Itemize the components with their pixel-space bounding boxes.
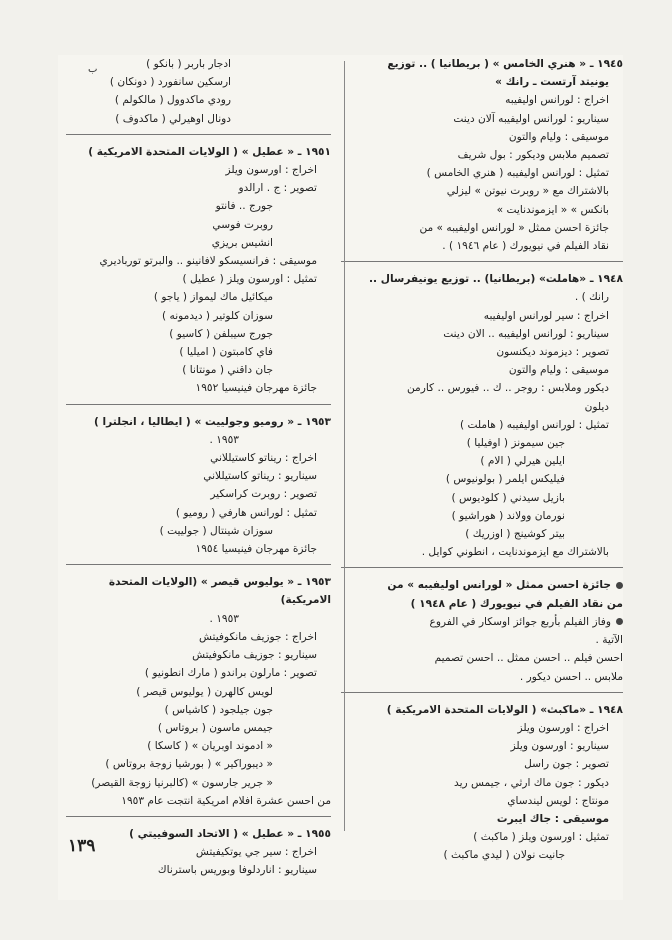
bullet-icon [616,618,623,625]
entry-separator [341,261,623,262]
entry-line [341,270,623,288]
line-text: بازيل سيدني ( كلوديوس ) [451,491,565,504]
line-text: جائزة احسن ممثل « لورانس اوليفيبه » من [387,579,611,592]
line-text: جان داقني ( مونتانا ) [182,364,273,377]
entry-line [341,470,623,488]
film-entry [341,270,623,561]
entry-line [341,595,623,613]
line-text: اخراج : سير لورانس اوليفيبه [483,309,609,322]
line-text: جين سيمونز ( اوفيليا ) [466,437,565,450]
entry-line [66,110,331,128]
line-text: جائزة مهرجان فينيسيا ١٩٥٤ [195,543,317,556]
line-text: ١٩٥٣ . [209,612,239,625]
line-text: سيناريو : جوزيف مانكوفيتش [192,649,317,662]
line-text: تصوير : ديزموند ديكنسون [496,346,609,359]
entry-line [341,288,623,306]
entry-line [66,540,331,558]
entry-line [66,861,331,879]
bullet-icon [616,582,623,589]
line-text: « جرير جارسون » (كالبرنيا زوجة القيصر) [91,776,273,789]
line-text: يونيتد آرتست ـ رانك » [495,76,609,89]
line-text: ميكائيل ماك ليمواز ( ياجو ) [153,291,273,304]
entry-line [66,701,331,719]
line-text: ديلون [584,400,609,413]
entry-line [66,755,331,773]
line-text: لويس كالهرن ( يوليوس قيصر ) [136,685,273,698]
line-text: بالاشتراك مع ايزموندنايت ، انطوني كوايل . [421,546,609,559]
entry-line [66,307,331,325]
entry-line [341,701,623,719]
line-text: بانكس » « ايزموندنايت » [496,203,609,216]
corner-mark: ب [88,64,98,75]
entry-line [341,525,623,543]
line-text: تصوير : جون راسل [524,758,609,771]
film-entry [66,413,331,559]
line-text: رودي ماكدوول ( مالكولم ) [114,94,231,107]
line-text: ديكور : جون ماك ارثي ، جيمس ريد [454,776,609,789]
line-text: تصميم ملابس وديكور : بول شريف [457,149,609,162]
line-text: سيناريو : لورانس اوليفيبه .. الان دينت [443,327,609,340]
right-column [341,55,623,865]
entry-line [341,237,623,255]
line-text: من نقاد الفيلم في نيويورك ( عام ١٩٤٨ ) [410,597,623,610]
line-text: ارسكين سانفورد ( دونكان ) [109,76,231,89]
line-text: جائزة احسن ممثل « لورانس اوليفيبه » من [419,221,609,234]
entry-line [66,683,331,701]
line-text: سيناريو : ريناتو كاستيللاني [203,470,317,483]
line-text: اخراج : جوزيف مانكوفيتش [199,630,317,643]
line-text: « ديبوراكير » ( بورشيا زوجة بروتاس ) [105,758,273,771]
line-text: سيناريو : اورسون ويلز [510,740,609,753]
film-entry [341,55,623,255]
line-text: وفاز الفيلم بأربع جوائز اوسكار في الفروع [429,615,611,628]
entry-separator [341,567,623,568]
entry-line [66,143,331,161]
line-text: ١٩٤٨ ـ «هاملت» (بريطانيا) .. توزيع يونيفرسال .. [369,273,623,286]
film-entry [66,573,331,810]
entry-line [341,91,623,109]
line-text: تمثيل : لورانس اوليفيبه ( هنري الخامس ) [426,167,609,180]
line-text: اخراج : اورسون ويلز [517,721,609,734]
line-text: روبرت فوسي [212,218,273,231]
entry-line [341,110,623,128]
entry-line [341,55,623,73]
line-text: ايلين هيرلي ( الام ) [480,455,565,468]
entry-line [66,161,331,179]
entry-line [341,719,623,737]
line-text: بالاشتراك مع « روبرت نيوتن » ليزلي [446,185,609,198]
entry-line [66,252,331,270]
entry-line [341,325,623,343]
entry-line [66,467,331,485]
line-text: من احسن عشرة افلام امريكية انتجت عام ١٩٥٣ [121,794,331,807]
entry-line [66,179,331,197]
entry-line [66,646,331,664]
entry-line [341,307,623,325]
entry-separator [66,134,331,135]
line-text: جائزة مهرجان فينيسيا ١٩٥٢ [195,382,317,395]
line-text: اخراج : سير جي يوتكيفيتش [195,846,317,859]
entry-line [341,398,623,416]
entry-line [341,219,623,237]
line-text: ديكور وملابس : روجر .. ك .. فيورس .. كارمن [406,382,609,395]
entry-line [66,628,331,646]
film-entry [66,143,331,398]
entry-line [66,343,331,361]
entry-line [66,610,331,628]
line-text: ملابس .. احسن ديكور . [519,670,623,683]
entry-line [341,128,623,146]
entry-line [66,73,331,91]
line-text: تصوير : ج . ارالدو [238,182,317,195]
entry-separator [66,404,331,405]
line-text: اخراج : اورسون ويلز [225,164,317,177]
entry-line [66,573,331,609]
entry-line [66,413,331,431]
line-text: تمثيل : لورانس هارفي ( روميو ) [175,506,317,519]
entry-line [341,649,623,667]
line-text: سيناريو : لورانس اوليفيبه آلان دينت [453,112,609,125]
column-divider [344,61,345,831]
left-column [66,55,331,880]
line-text: انشيس بريزي [211,236,273,249]
line-text: جورج سيبلفن ( كاسيو ) [169,327,273,340]
entry-line [66,431,331,449]
entry-line [341,774,623,792]
entry-line [341,846,623,864]
line-text: مونتاج : لويس ليندساي [507,794,609,807]
entry-line [341,361,623,379]
line-text: جورج .. فانتو [215,200,273,213]
film-entry [66,55,331,128]
entry-line [341,434,623,452]
entry-separator [66,816,331,817]
entry-line [341,828,623,846]
entry-line [66,216,331,234]
entry-line [341,201,623,219]
line-text: تصوير : روبرت كراسكير [210,488,317,501]
line-text: اخراج : لورانس اوليفيبه [505,94,609,107]
entry-line [66,737,331,755]
entry-line [66,719,331,737]
entry-line [341,755,623,773]
entry-line [341,379,623,397]
entry-line [341,631,623,649]
entry-line [66,774,331,792]
entry-line [341,543,623,561]
entry-line [341,489,623,507]
line-text: ١٩٥٥ ـ « عطيل » ( الاتحاد السوفييتي ) [129,827,331,840]
line-text: ١٩٥١ ـ « عطيل » ( الولايات المتحدة الامريكية ) [88,145,331,158]
entry-line [341,452,623,470]
entry-line [66,825,331,843]
line-text: نقاد الفيلم في نيويورك ( عام ١٩٤٦ ) . [442,240,609,253]
line-text: موسيقى : جاك ايبرت [496,812,609,825]
entry-line [66,504,331,522]
line-text: فاي كامبتون ( اميليا ) [179,346,273,359]
entry-separator [66,564,331,565]
book-page [58,55,623,900]
entry-line [341,792,623,810]
entry-line [66,664,331,682]
entry-line [341,182,623,200]
line-text: موسيقى : وليام والتون [508,364,609,377]
entry-line [66,379,331,397]
entry-line [66,843,331,861]
entry-line [341,576,623,594]
line-text: احسن فيلم .. احسن ممثل .. احسن تصميم [434,652,623,665]
entry-line [341,146,623,164]
entry-line [66,361,331,379]
entry-line [341,613,623,631]
line-text: تمثيل : اورسون ويلز ( عطيل ) [182,273,317,286]
line-text: جانيت نولان ( ليدي ماكبث ) [443,849,565,862]
line-text: سوزان كلوتير ( ديدمونه ) [162,309,273,322]
line-text: « ادموند اوبريان » ( كاسكا ) [147,740,273,753]
entry-line [66,522,331,540]
line-text: تمثيل : اورسون ويلز ( ماكبث ) [473,831,609,844]
line-text: جون جيلجود ( كاشياس ) [164,703,273,716]
line-text: الآتية . [595,634,623,647]
entry-line [66,270,331,288]
entry-line [66,485,331,503]
entry-line [341,737,623,755]
line-text: تمثيل : لورانس اوليفيبه ( هاملت ) [459,418,609,431]
line-text: تصوير : مارلون براندو ( مارك انطونيو ) [144,667,317,680]
film-entry [66,825,331,880]
line-text: موسيقى : وليام والتون [508,130,609,143]
line-text: ١٩٥٣ ـ « يوليوس قيصر » (الولايات المتحدة الامريكية) [108,576,331,607]
entry-line [341,416,623,434]
line-text: ١٩٤٥ ـ « هنري الخامس » ( بريطانيا ) .. توزيع [387,58,623,70]
entry-line [341,343,623,361]
entry-line [66,325,331,343]
page-number: ١٣٩ [68,836,96,856]
line-text: ادجار باربر ( بانكو ) [146,58,231,70]
film-entry [341,701,623,865]
line-text: جيمس ماسون ( بروتاس ) [157,721,273,734]
entry-line [66,792,331,810]
entry-line [66,449,331,467]
entry-line [66,55,331,73]
film-entry [341,576,623,685]
line-text: فيليكس ايلمر ( بولونيوس ) [445,473,565,486]
entry-line [66,288,331,306]
entry-line [341,810,623,828]
line-text: ١٩٥٣ . [209,433,239,446]
entry-line [66,197,331,215]
line-text: دونال اوهيرلي ( ماكدوف ) [115,112,231,125]
entry-line [341,507,623,525]
line-text: ١٩٤٨ ـ «ماكبث» ( الولايات المتحدة الامريكية ) [386,703,623,716]
entry-line [66,91,331,109]
line-text: سوزان شينتال ( جولييت ) [159,524,273,537]
entry-line [66,234,331,252]
entry-line [341,73,623,91]
entry-line [341,668,623,686]
line-text: رانك ) . [574,291,609,304]
line-text: موسيقى : فرانسيسكو لافانينو .. والبرتو تورباديري [99,255,317,268]
entry-separator [341,692,623,693]
line-text: ١٩٥٣ ـ « روميو وجولييت » ( ايطاليا ، انجلترا ) [94,415,331,428]
line-text: اخراج : ريناتو كاستيللاني [210,452,317,465]
line-text: بيتر كوشينج ( اوزريك ) [465,528,565,541]
entry-line [341,164,623,182]
line-text: سيناريو : اناردلوفا وبوريس باسترناك [157,864,317,877]
line-text: نورمان وولاند ( هوراشيو ) [451,509,565,522]
